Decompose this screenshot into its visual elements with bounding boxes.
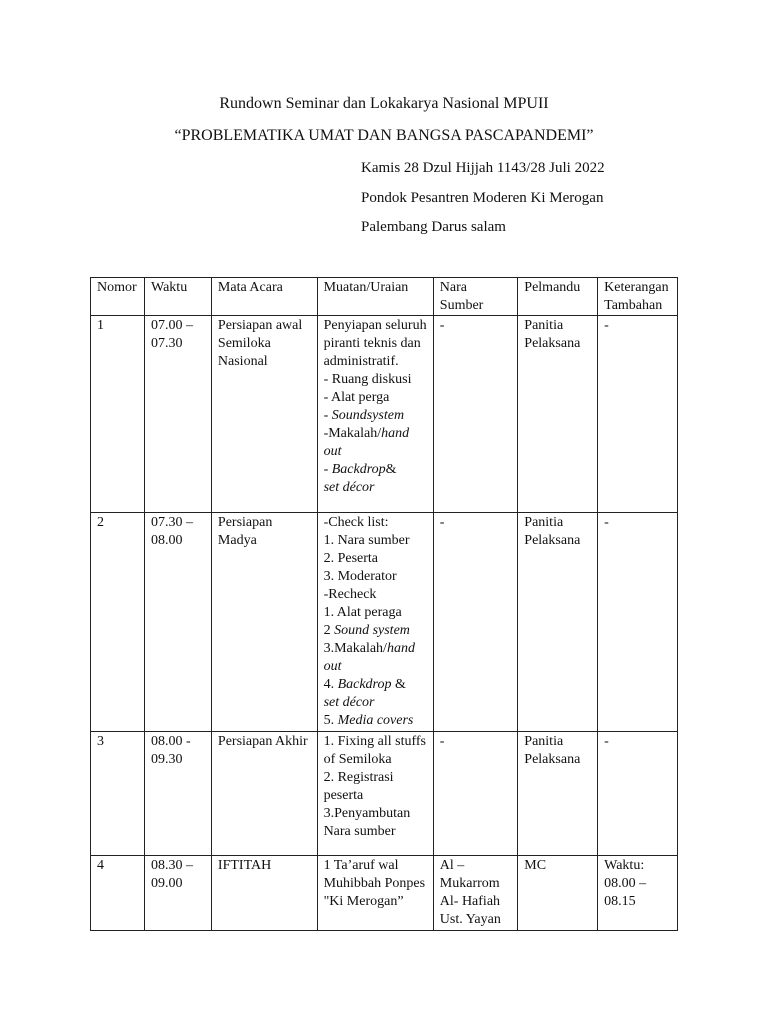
cell-keterangan: - <box>598 316 678 513</box>
cell-waktu: 07.30 – 08.00 <box>145 513 212 732</box>
muatan-italic: hand out <box>323 426 410 459</box>
event-city: Palembang Darus salam <box>361 219 506 235</box>
event-venue: Pondok Pesantren Moderen Ki Merogan <box>361 190 604 206</box>
muatan-line: set décor <box>323 480 375 495</box>
cell-mata-acara: Persiapan awal Semiloka Nasional <box>211 316 317 513</box>
cell-keterangan: - <box>598 513 678 732</box>
table-row <box>91 513 678 732</box>
muatan-text: & <box>385 462 397 477</box>
header-mata-acara: Mata Acara <box>211 278 317 316</box>
muatan-line: -Check list: <box>323 515 389 530</box>
muatan-text: 4. <box>323 677 338 692</box>
header-waktu: Waktu <box>145 278 212 316</box>
header-keterangan: Keterangan Tambahan <box>598 278 678 316</box>
muatan-italic: Backdrop <box>331 462 386 477</box>
muatan-italic: Sound system <box>334 623 410 638</box>
muatan-line: -Recheck <box>323 587 377 602</box>
cell-nara-sumber: - <box>433 316 518 513</box>
muatan-line <box>324 425 427 461</box>
muatan-text: & <box>391 677 406 692</box>
header-pelmandu: Pelmandu <box>518 278 598 316</box>
cell-mata-acara: IFTITAH <box>211 856 317 931</box>
table-row <box>91 732 678 856</box>
cell-pelmandu: Panitia Pelaksana <box>518 316 598 513</box>
muatan-italic: hand out <box>323 641 415 674</box>
muatan-line: 3.Penyambutan Nara sumber <box>323 806 411 839</box>
muatan-italic: Backdrop <box>337 677 392 692</box>
muatan-line: 1 Ta’aruf wal Muhibbah Ponpes "Ki Merogan” <box>323 858 426 909</box>
muatan-text: 3.Makalah/ <box>323 641 387 656</box>
muatan-line: - Alat perga <box>323 390 390 405</box>
document-title: Rundown Seminar dan Lokakarya Nasional MPUII <box>219 95 549 112</box>
cell-nomor: 1 <box>91 316 145 513</box>
cell-muatan <box>317 732 433 856</box>
cell-nomor: 4 <box>91 856 145 931</box>
muatan-line: 1. Nara sumber <box>323 533 410 548</box>
cell-mata-acara: Persiapan Madya <box>211 513 317 732</box>
header-nara-sumber: Nara Sumber <box>433 278 518 316</box>
cell-nara-sumber: - <box>433 513 518 732</box>
muatan-line <box>324 712 427 730</box>
header-nomor: Nomor <box>91 278 145 316</box>
cell-nomor: 3 <box>91 732 145 856</box>
muatan-text: -Makalah/ <box>323 426 382 441</box>
muatan-line: set décor <box>323 695 375 710</box>
cell-muatan <box>317 316 433 513</box>
muatan-line <box>324 640 427 676</box>
event-date: Kamis 28 Dzul Hijjah 1143/28 Juli 2022 <box>361 160 605 176</box>
muatan-text: 5. <box>323 713 338 728</box>
cell-keterangan: Waktu: 08.00 – 08.15 <box>598 856 678 931</box>
rundown-table <box>90 277 678 931</box>
muatan-line <box>324 622 427 640</box>
muatan-line: 2. Peserta <box>323 551 378 566</box>
seminar-theme: “PROBLEMATIKA UMAT DAN BANGSA PASCAPANDEMI” <box>174 127 594 144</box>
muatan-text: - <box>323 462 332 477</box>
muatan-line: 2. Registrasi peserta <box>323 770 394 803</box>
cell-pelmandu: Panitia Pelaksana <box>518 513 598 732</box>
cell-nomor: 2 <box>91 513 145 732</box>
table-header-row <box>91 278 678 316</box>
muatan-line <box>324 676 427 694</box>
cell-keterangan: - <box>598 732 678 856</box>
muatan-italic: Soundsystem <box>331 408 405 423</box>
muatan-italic: Media covers <box>337 713 414 728</box>
cell-muatan <box>317 856 433 931</box>
muatan-line: 1. Fixing all stuffs of Semiloka <box>323 734 426 767</box>
muatan-line: 1. Alat peraga <box>323 605 402 620</box>
cell-nara-sumber: - <box>433 732 518 856</box>
header-muatan: Muatan/Uraian <box>317 278 433 316</box>
cell-pelmandu: MC <box>518 856 598 931</box>
cell-waktu: 07.00 – 07.30 <box>145 316 212 513</box>
muatan-line <box>324 461 427 479</box>
table-row <box>91 316 678 513</box>
muatan-text: 2 <box>323 623 335 638</box>
table-row <box>91 856 678 931</box>
cell-waktu: 08.00 - 09.30 <box>145 732 212 856</box>
muatan-text: - <box>323 408 332 423</box>
cell-mata-acara: Persiapan Akhir <box>211 732 317 856</box>
cell-waktu: 08.30 – 09.00 <box>145 856 212 931</box>
cell-muatan <box>317 513 433 732</box>
muatan-line: - Ruang diskusi <box>323 372 412 387</box>
cell-pelmandu: Panitia Pelaksana <box>518 732 598 856</box>
muatan-line <box>324 407 427 425</box>
cell-nara-sumber: Al – Mukarrom Al- Hafiah Ust. Yayan <box>433 856 518 931</box>
muatan-line: Penyiapan seluruh piranti teknis dan administratif. <box>323 318 427 369</box>
muatan-line: 3. Moderator <box>323 569 397 584</box>
